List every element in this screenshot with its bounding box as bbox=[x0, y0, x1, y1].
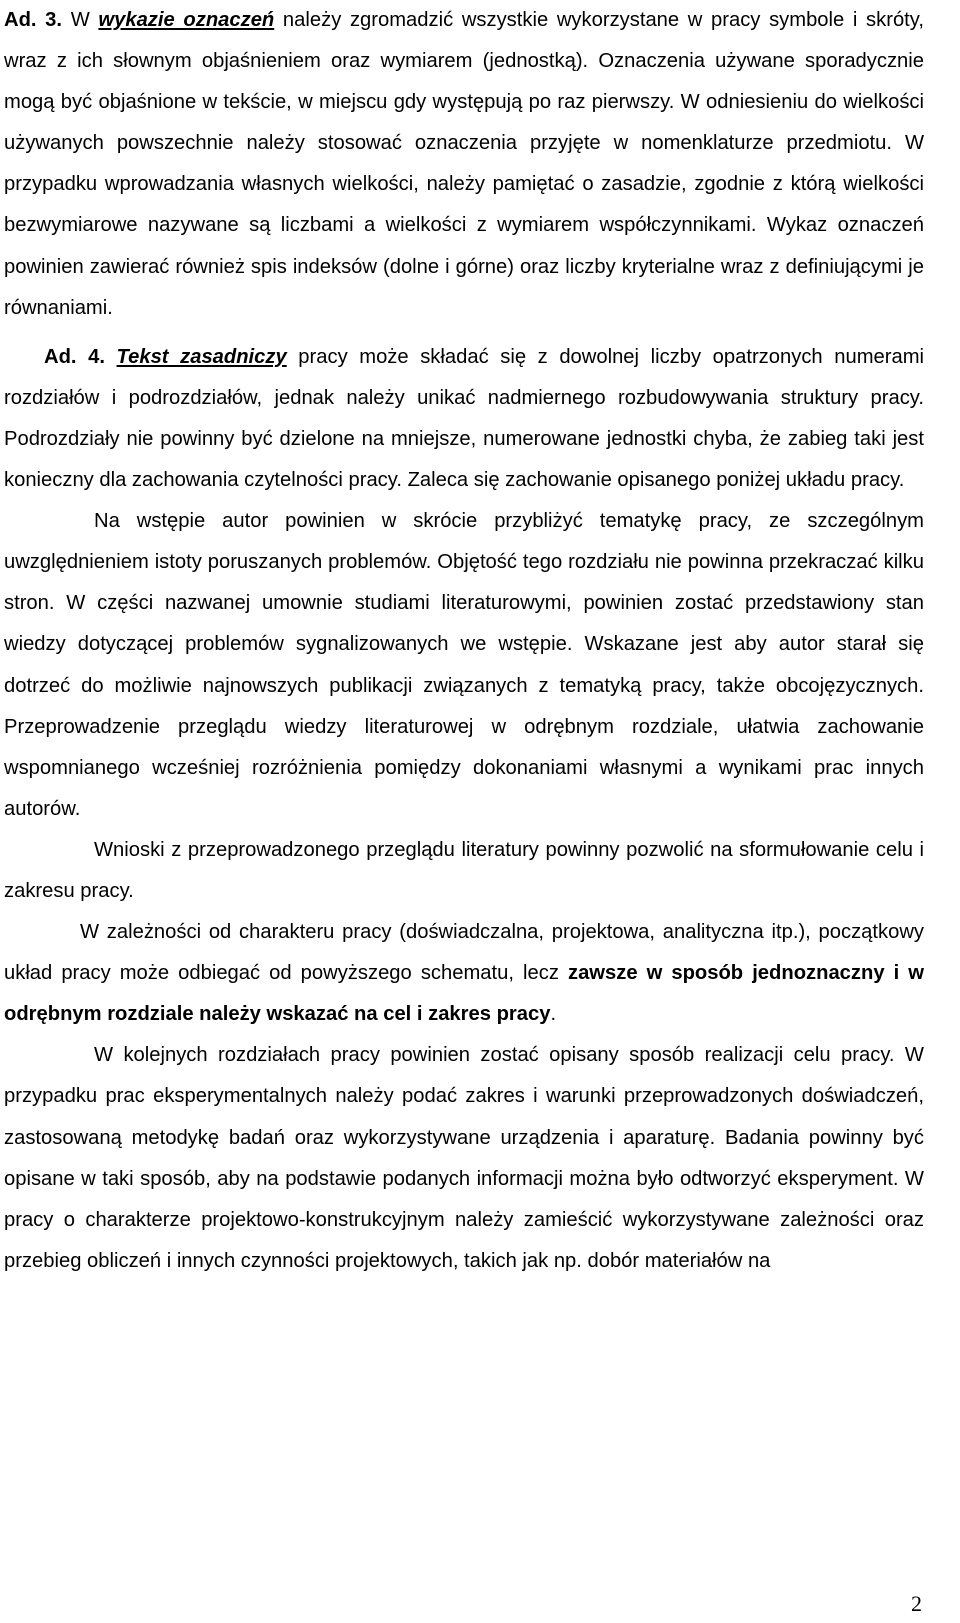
paragraph-zaleznosc: W zależności od charakteru pracy (doświadczalna, projektowa, analityczna itp.), początkowy układ pracy może odbiegać od powyższego schematu, lecz zawsze w sposób jednoznaczny i w odrębnym rozdziale należy wskazać na cel i zakres pracy. bbox=[4, 921, 924, 1026]
term-wykaz-oznaczen: wykazie oznaczeń bbox=[98, 9, 275, 31]
paragraph-kolejne-rozdzialy: W kolejnych rozdziałach pracy powinien zostać opisany sposób realizacji celu pracy. W przypadku prac eksperymentalnych należy podać zakres i warunki przeprowadzonych doświadczeń, zastosowaną metodykę badań oraz wykorzystywane urządzenia i aparaturę. Badania powinny być opisane w taki sposób, aby na podstawie podanych informacji można było odtworzyć eksperyment. W pracy o charakterze projektowo-konstrukcyjnym należy zamieścić wykorzystywane zależności oraz przebieg obliczeń i innych czynności projektowych, takich jak np. dobór materiałów na bbox=[4, 1044, 924, 1272]
paragraph-ad3: Ad. 3. W wykazie oznaczeń należy zgromadzić wszystkie wykorzystane w pracy symbole i skróty, wraz z ich słownym objaśnieniem oraz wymiarem (jednostką). Oznaczenia używane sporadycznie mogą być objaśnione w tekście, w miejscu gdy występują po raz pierwszy. W odniesieniu do wielkości używanych powszechnie należy stosować oznaczenia przyjęte w nomenklaturze przedmiotu. W przypadku wprowadzania własnych wielkości, należy pamiętać o zasadzie, zgodnie z którą wielkości bezwymiarowe nazywane są liczbami a wielkości z wymiarem współczynnikami. Wykaz oznaczeń powinien zawierać również spis indeksów (dolne i górne) oraz liczby kryterialne wraz z definiującymi je równaniami. bbox=[4, 9, 924, 319]
section-label-ad4: Ad. 4. bbox=[44, 345, 105, 368]
document-page bbox=[4, 0, 924, 1282]
emphasis-cel-zakres: zawsze w sposób jednoznaczny i w odrębnym rozdziale należy wskazać na cel i zakres pracy bbox=[4, 962, 924, 1026]
paragraph-wstep: Na wstępie autor powinien w skrócie przybliżyć tematykę pracy, ze szczególnym uwzględnieniem istoty poruszanych problemów. Objętość tego rozdziału nie powinna przekraczać kilku stron. W części nazwanej umownie studiami literaturowymi, powinien zostać przedstawiony stan wiedzy dotyczącej problemów sygnalizowanych we wstępie. Wskazane jest aby autor starał się dotrzeć do możliwie najnowszych publikacji związanych z tematyką pracy, także obcojęzycznych. Przeprowadzenie przeglądu wiedzy literaturowej w odrębnym rozdziale, ułatwia zachowanie wspomnianego wcześniej rozróżnienia pomiędzy dokonaniami własnymi a wynikami prac innych autorów. bbox=[4, 510, 924, 820]
section-label-ad3: Ad. 3. bbox=[4, 9, 63, 31]
page-number: 2 bbox=[911, 1591, 922, 1616]
paragraph-ad4: Ad. 4. Tekst zasadniczy pracy może składać się z dowolnej liczby opatrzonych numerami rozdziałów i podrozdziałów, jednak należy unikać nadmiernego rozbudowywania struktury pracy. Podrozdziały nie powinny być dzielone na mniejsze, numerowane jednostki chyba, że zabieg taki jest konieczny dla zachowania czytelności pracy. Zaleca się zachowanie opisanego poniżej układu pracy. bbox=[4, 345, 924, 492]
paragraph-wnioski: Wnioski z przeprowadzonego przeglądu literatury powinny pozwolić na sformułowanie celu i zakresu pracy. bbox=[4, 838, 924, 902]
term-tekst-zasadniczy: Tekst zasadniczy bbox=[116, 345, 287, 368]
